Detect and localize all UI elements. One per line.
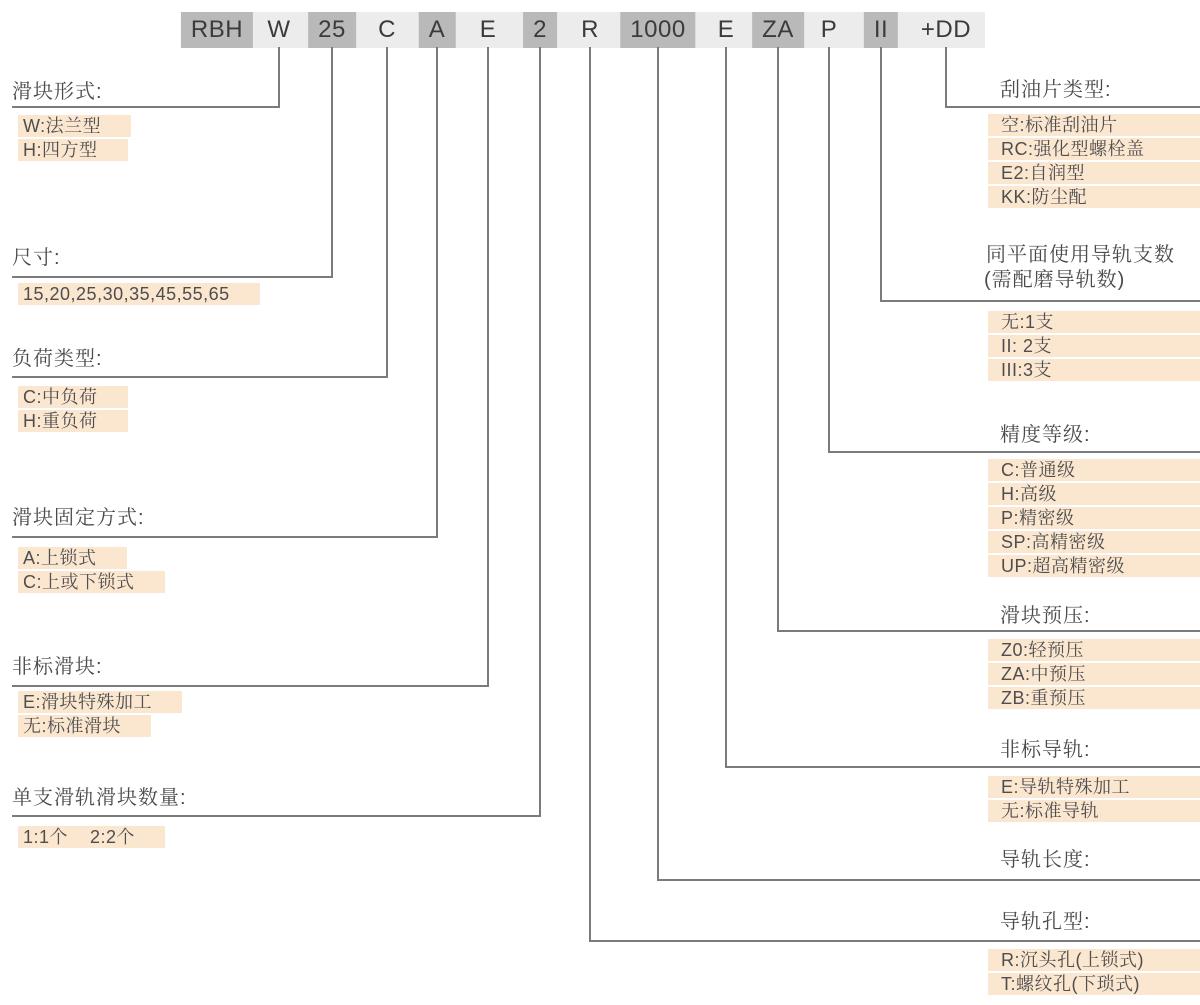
option-accuracy-up: UP:超高精密级 [988, 555, 1200, 577]
code-segment-1000: 1000 [620, 12, 695, 48]
option-wiper-kk: KK:防尘配 [988, 186, 1200, 208]
right-title-rail-hole: 导轨孔型: [1000, 911, 1091, 933]
code-segment-dd: +DD [920, 16, 972, 43]
code-segment-e-slider: E [479, 16, 497, 43]
option-nonstd-slider-e: E:滑块特殊加工 [18, 691, 182, 713]
underline-fixing-method [12, 536, 438, 538]
option-rail-count-2: II: 2支 [988, 335, 1200, 357]
code-segment-ii: II [864, 12, 898, 48]
connector-line-p [828, 47, 830, 453]
code-segment-c: C [378, 16, 396, 43]
left-title-slider-count: 单支滑轨滑块数量: [12, 787, 187, 809]
option-load-h: H:重负荷 [18, 410, 128, 432]
option-size-list: 15,20,25,30,35,45,55,65 [18, 283, 260, 305]
option-accuracy-sp: SP:高精密级 [988, 531, 1200, 553]
option-slider-count: 1:1个 2:2个 [18, 826, 165, 848]
code-segment-rbh: RBH [181, 12, 253, 48]
option-wiper-e2: E2:自润型 [988, 162, 1200, 184]
underline-wiper-type [945, 106, 1200, 108]
option-accuracy-h: H:高级 [988, 483, 1200, 505]
right-title-rail-length: 导轨长度: [1000, 849, 1091, 871]
code-segment-2: 2 [523, 12, 557, 48]
option-nonstd-rail-none: 无:标准导轨 [988, 800, 1200, 822]
connector-line-a [436, 47, 438, 538]
underline-nonstd-rail [725, 766, 1200, 768]
underline-accuracy [828, 451, 1200, 453]
option-load-c: C:中负荷 [18, 386, 128, 408]
option-wiper-std: 空:标准刮油片 [988, 114, 1200, 136]
option-nonstd-rail-e: E:导轨特殊加工 [988, 776, 1200, 798]
connector-line-25 [331, 47, 333, 278]
option-rail-count-1: 无:1支 [988, 311, 1200, 333]
left-title-load-type: 负荷类型: [12, 348, 103, 370]
code-segment-p: P [820, 16, 838, 43]
option-rail-hole-t: T:螺纹孔(下琐式) [988, 973, 1200, 995]
underline-rail-count [880, 300, 1200, 302]
connector-line-1000 [657, 47, 659, 881]
option-preload-za: ZA:中预压 [988, 663, 1200, 685]
code-segment-za: ZA [752, 12, 804, 48]
left-title-fixing-method: 滑块固定方式: [12, 507, 145, 529]
option-rail-hole-r: R:沉头孔(上锁式) [988, 949, 1200, 971]
underline-slider-count [12, 815, 541, 817]
option-slider-type-h: H:四方型 [18, 139, 128, 161]
left-title-slider-type: 滑块形式: [12, 81, 103, 103]
option-slider-type-w: W:法兰型 [18, 115, 131, 137]
right-title-rail-count-line2: (需配磨导轨数) [984, 269, 1126, 291]
code-segment-w: W [267, 16, 291, 43]
underline-size [12, 276, 333, 278]
right-title-nonstd-rail: 非标导轨: [1000, 739, 1091, 761]
option-preload-zb: ZB:重预压 [988, 687, 1200, 709]
connector-line-r [589, 47, 591, 942]
option-fixing-a: A:上锁式 [18, 547, 127, 569]
option-preload-z0: Z0:轻预压 [988, 639, 1200, 661]
connector-line-za [777, 47, 779, 632]
connector-line-c [386, 47, 388, 378]
underline-load-type [12, 376, 388, 378]
option-wiper-rc: RC:强化型螺栓盖 [988, 138, 1200, 160]
option-nonstd-slider-none: 无:标准滑块 [18, 715, 151, 737]
option-fixing-c: C:上或下锁式 [18, 571, 165, 593]
connector-line-ii [880, 47, 882, 302]
right-title-rail-count: 同平面使用导轨支数 [986, 244, 1175, 266]
connector-line-w [278, 47, 280, 108]
right-title-wiper-type: 刮油片类型: [1000, 79, 1112, 101]
connector-line-e-rail [725, 47, 727, 768]
connector-line-dd [945, 47, 947, 108]
left-title-size: 尺寸: [12, 247, 61, 269]
option-rail-count-3: III:3支 [988, 359, 1200, 381]
option-accuracy-p: P:精密级 [988, 507, 1200, 529]
left-title-nonstd-slider: 非标滑块: [12, 656, 103, 678]
connector-line-2 [539, 47, 541, 817]
underline-slider-type [12, 106, 280, 108]
code-segment-r: R [581, 16, 599, 43]
code-segment-25: 25 [308, 12, 356, 48]
underline-rail-length [657, 879, 1200, 881]
connector-line-e-slider [487, 47, 489, 687]
underline-rail-hole [589, 940, 1200, 942]
option-accuracy-c: C:普通级 [988, 459, 1200, 481]
right-title-accuracy: 精度等级: [1000, 424, 1091, 446]
code-segment-a: A [419, 12, 456, 48]
code-segment-e-rail: E [717, 16, 735, 43]
underline-nonstd-slider [12, 685, 489, 687]
right-title-preload: 滑块预压: [1000, 605, 1091, 627]
underline-preload [777, 630, 1200, 632]
